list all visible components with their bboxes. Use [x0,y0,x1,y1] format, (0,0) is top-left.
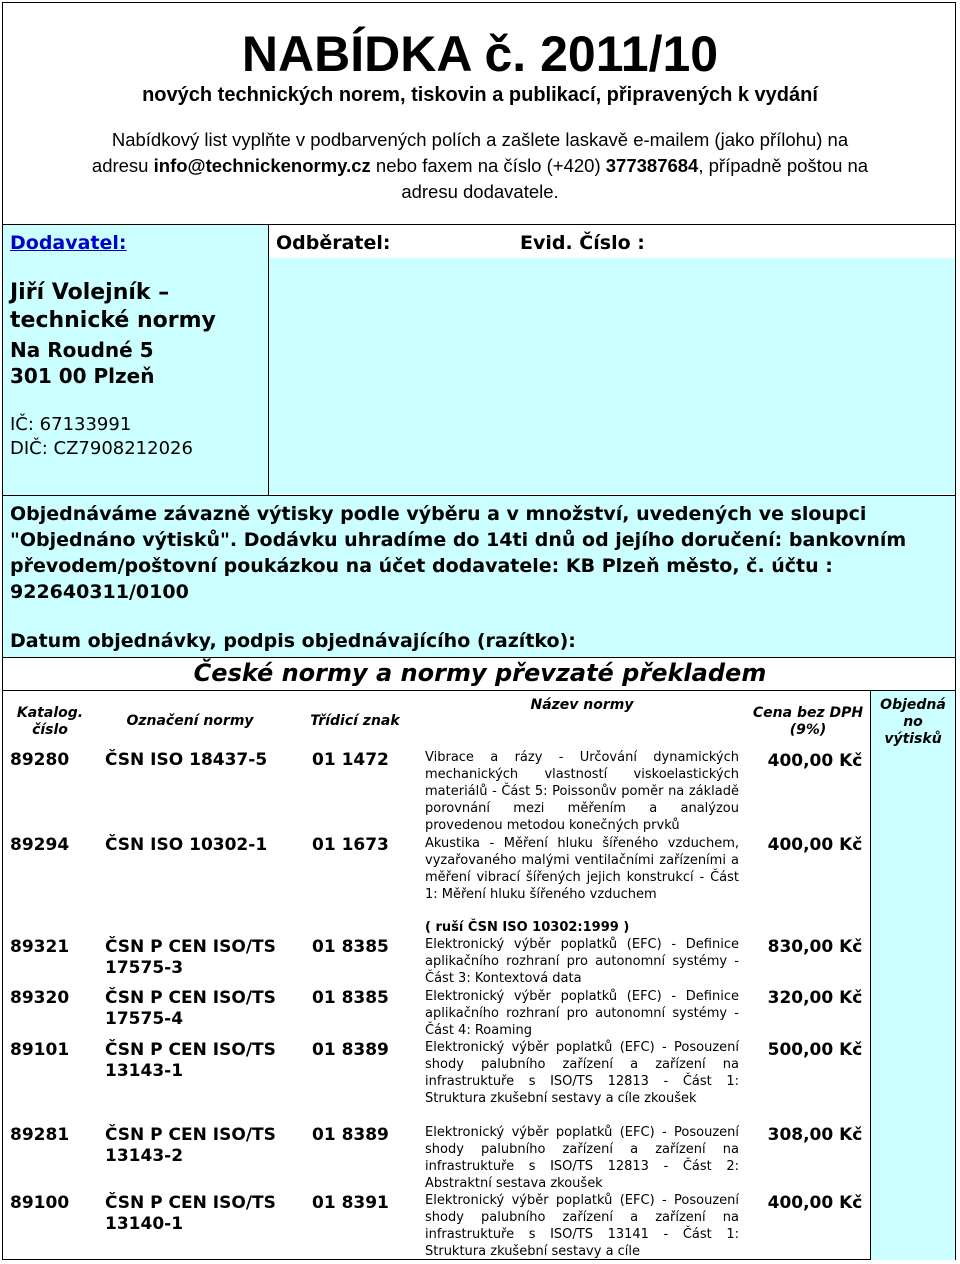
col-header-catalog: Katalog. číslo [16,705,84,738]
fax-number: 377387684 [605,155,699,176]
norm-designation: ČSN P CEN ISO/TS 17575-4 [105,988,276,1029]
class-code: 01 8385 [312,937,389,957]
section-title: České normy a normy převzaté překladem [193,659,767,687]
norm-price: 400,00 Kč [767,1193,863,1213]
intro-text [20,127,940,205]
class-code: 01 1472 [312,750,389,770]
catalog-number: 89280 [10,750,70,770]
catalog-number: 89281 [10,1125,70,1145]
norm-title: Elektronický výběr poplatků (EFC) - Definice aplikačního rozhraní pro autonomní systémy - Část 4: Roaming [425,989,739,1038]
norm-price: 320,00 Kč [767,988,863,1008]
customer-label: Odběratel: [276,232,391,254]
offer-title: NABÍDKA č. 2011/10 [241,26,719,82]
norm-title: Elektronický výběr poplatků (EFC) - Posouzení shody palubního zařízení a zařízení na infrastruktuře s ISO/TS 12813 - Část 1: Struktura zkušební sestavy a cíle zkoušek [425,1040,739,1106]
norm-title: Elektronický výběr poplatků (EFC) - Posouzení shody palubního zařízení a zařízení na infrastruktuře s ISO/TS 13141 - Část 1: Struktura zkušební sestavy a cíle [425,1193,739,1259]
intro-prefix: adresu [91,155,154,176]
norm-price: 830,00 Kč [767,937,863,957]
divider-ordered-column [870,690,871,1260]
supplier-label[interactable]: Dodavatel: [10,232,127,254]
supplier-dic: DIČ: CZ7908212026 [10,438,193,459]
supplier-street: Na Roudné 5 [10,338,154,362]
ordered-copies-column[interactable] [871,690,955,1260]
email-address[interactable]: info@technickenormy.cz [153,155,371,176]
class-code: 01 8389 [312,1040,389,1060]
supplier-name-1: Jiří Volejník – [10,280,170,305]
catalog-number: 89294 [10,835,70,855]
order-date-signature-label: Datum objednávky, podpis objednávajícího (razítko): [10,630,576,652]
class-code: 01 1673 [312,835,389,855]
customer-input-field[interactable] [269,258,955,494]
order-statement: Objednáváme závazně výtisky podle výběru a v množství, uvedených ve sloupci "Objednáno výtisků". Dodávku uhradíme do 14ti dnů od jejího doručení: bankovním převodem/poštovní poukázkou na účet dodavatele: KB Plzeň město, č. účtu : 922640311/0100 [10,503,907,603]
col-header-name: Název normy [530,697,634,713]
norm-price: 308,00 Kč [767,1125,863,1145]
intro-line-a: Nabídkový list vyplňte v podbarvených polích a zašlete laskavě e-mailem (jako přílohu) na [111,129,849,150]
norm-title: Elektronický výběr poplatků (EFC) - Definice aplikačního rozhraní pro autonomní systémy - Část 3: Kontextová data [425,937,739,986]
intro-line-c: adresu dodavatele. [401,181,559,202]
class-code: 01 8389 [312,1125,389,1145]
col-header-price: Cena bez DPH (9%) [752,705,864,738]
norm-designation: ČSN ISO 10302-1 [105,835,268,855]
norm-title: Akustika - Měření hluku šířeného vzduchem, vyzařovaného malými ventilačními zařízeními a měření vibrací šířených jejich konstrukcí - Část 1: Měření hluku šířeného vzduchem [425,836,739,902]
norm-title: Elektronický výběr poplatků (EFC) - Posouzení shody palubního zařízení a zařízení na infrastruktuře s ISO/TS 12813 - Část 2: Abstraktní sestava zkoušek [425,1125,739,1191]
norm-designation: ČSN P CEN ISO/TS 17575-3 [105,937,276,978]
norm-title: Vibrace a rázy - Určování dynamických mechanických vlastností viskoelastických materiálů - Část 5: Poissonův poměr na základě porovnání mezi měřením a analýzou provedenou metodou konečných prvků [425,750,739,833]
norm-designation: ČSN P CEN ISO/TS 13143-2 [105,1125,276,1166]
col-header-designation: Označení normy [126,713,254,729]
divider-table-top [2,690,956,691]
supplier-name-2: technické normy [10,308,216,333]
norm-price: 500,00 Kč [767,1040,863,1060]
catalog-number: 89320 [10,988,70,1008]
col-header-class: Třídicí znak [310,713,400,729]
norm-designation: ČSN P CEN ISO/TS 13143-1 [105,1040,276,1081]
offer-subtitle: nových technických norem, tiskovin a publikací, připravených k vydání [142,84,818,106]
evid-number-label: Evid. Číslo : [520,232,645,254]
class-code: 01 8385 [312,988,389,1008]
supplier-ic: IČ: 67133991 [10,414,132,435]
norm-designation: ČSN ISO 18437-5 [105,750,268,770]
catalog-number: 89321 [10,937,70,957]
class-code: 01 8391 [312,1193,389,1213]
col-header-ordered: Objedná no výtisků [880,697,946,747]
norm-price: 400,00 Kč [767,751,863,771]
norm-price: 400,00 Kč [767,835,863,855]
catalog-number: 89100 [10,1193,70,1213]
norm-note: ( ruší ČSN ISO 10302:1999 ) [425,920,630,935]
supplier-city: 301 00 Plzeň [10,364,155,388]
catalog-number: 89101 [10,1040,70,1060]
intro-suffix: , případně poštou na [698,155,869,176]
norm-designation: ČSN P CEN ISO/TS 13140-1 [105,1193,276,1234]
intro-mid: nebo faxem na číslo (+420) [370,155,606,176]
